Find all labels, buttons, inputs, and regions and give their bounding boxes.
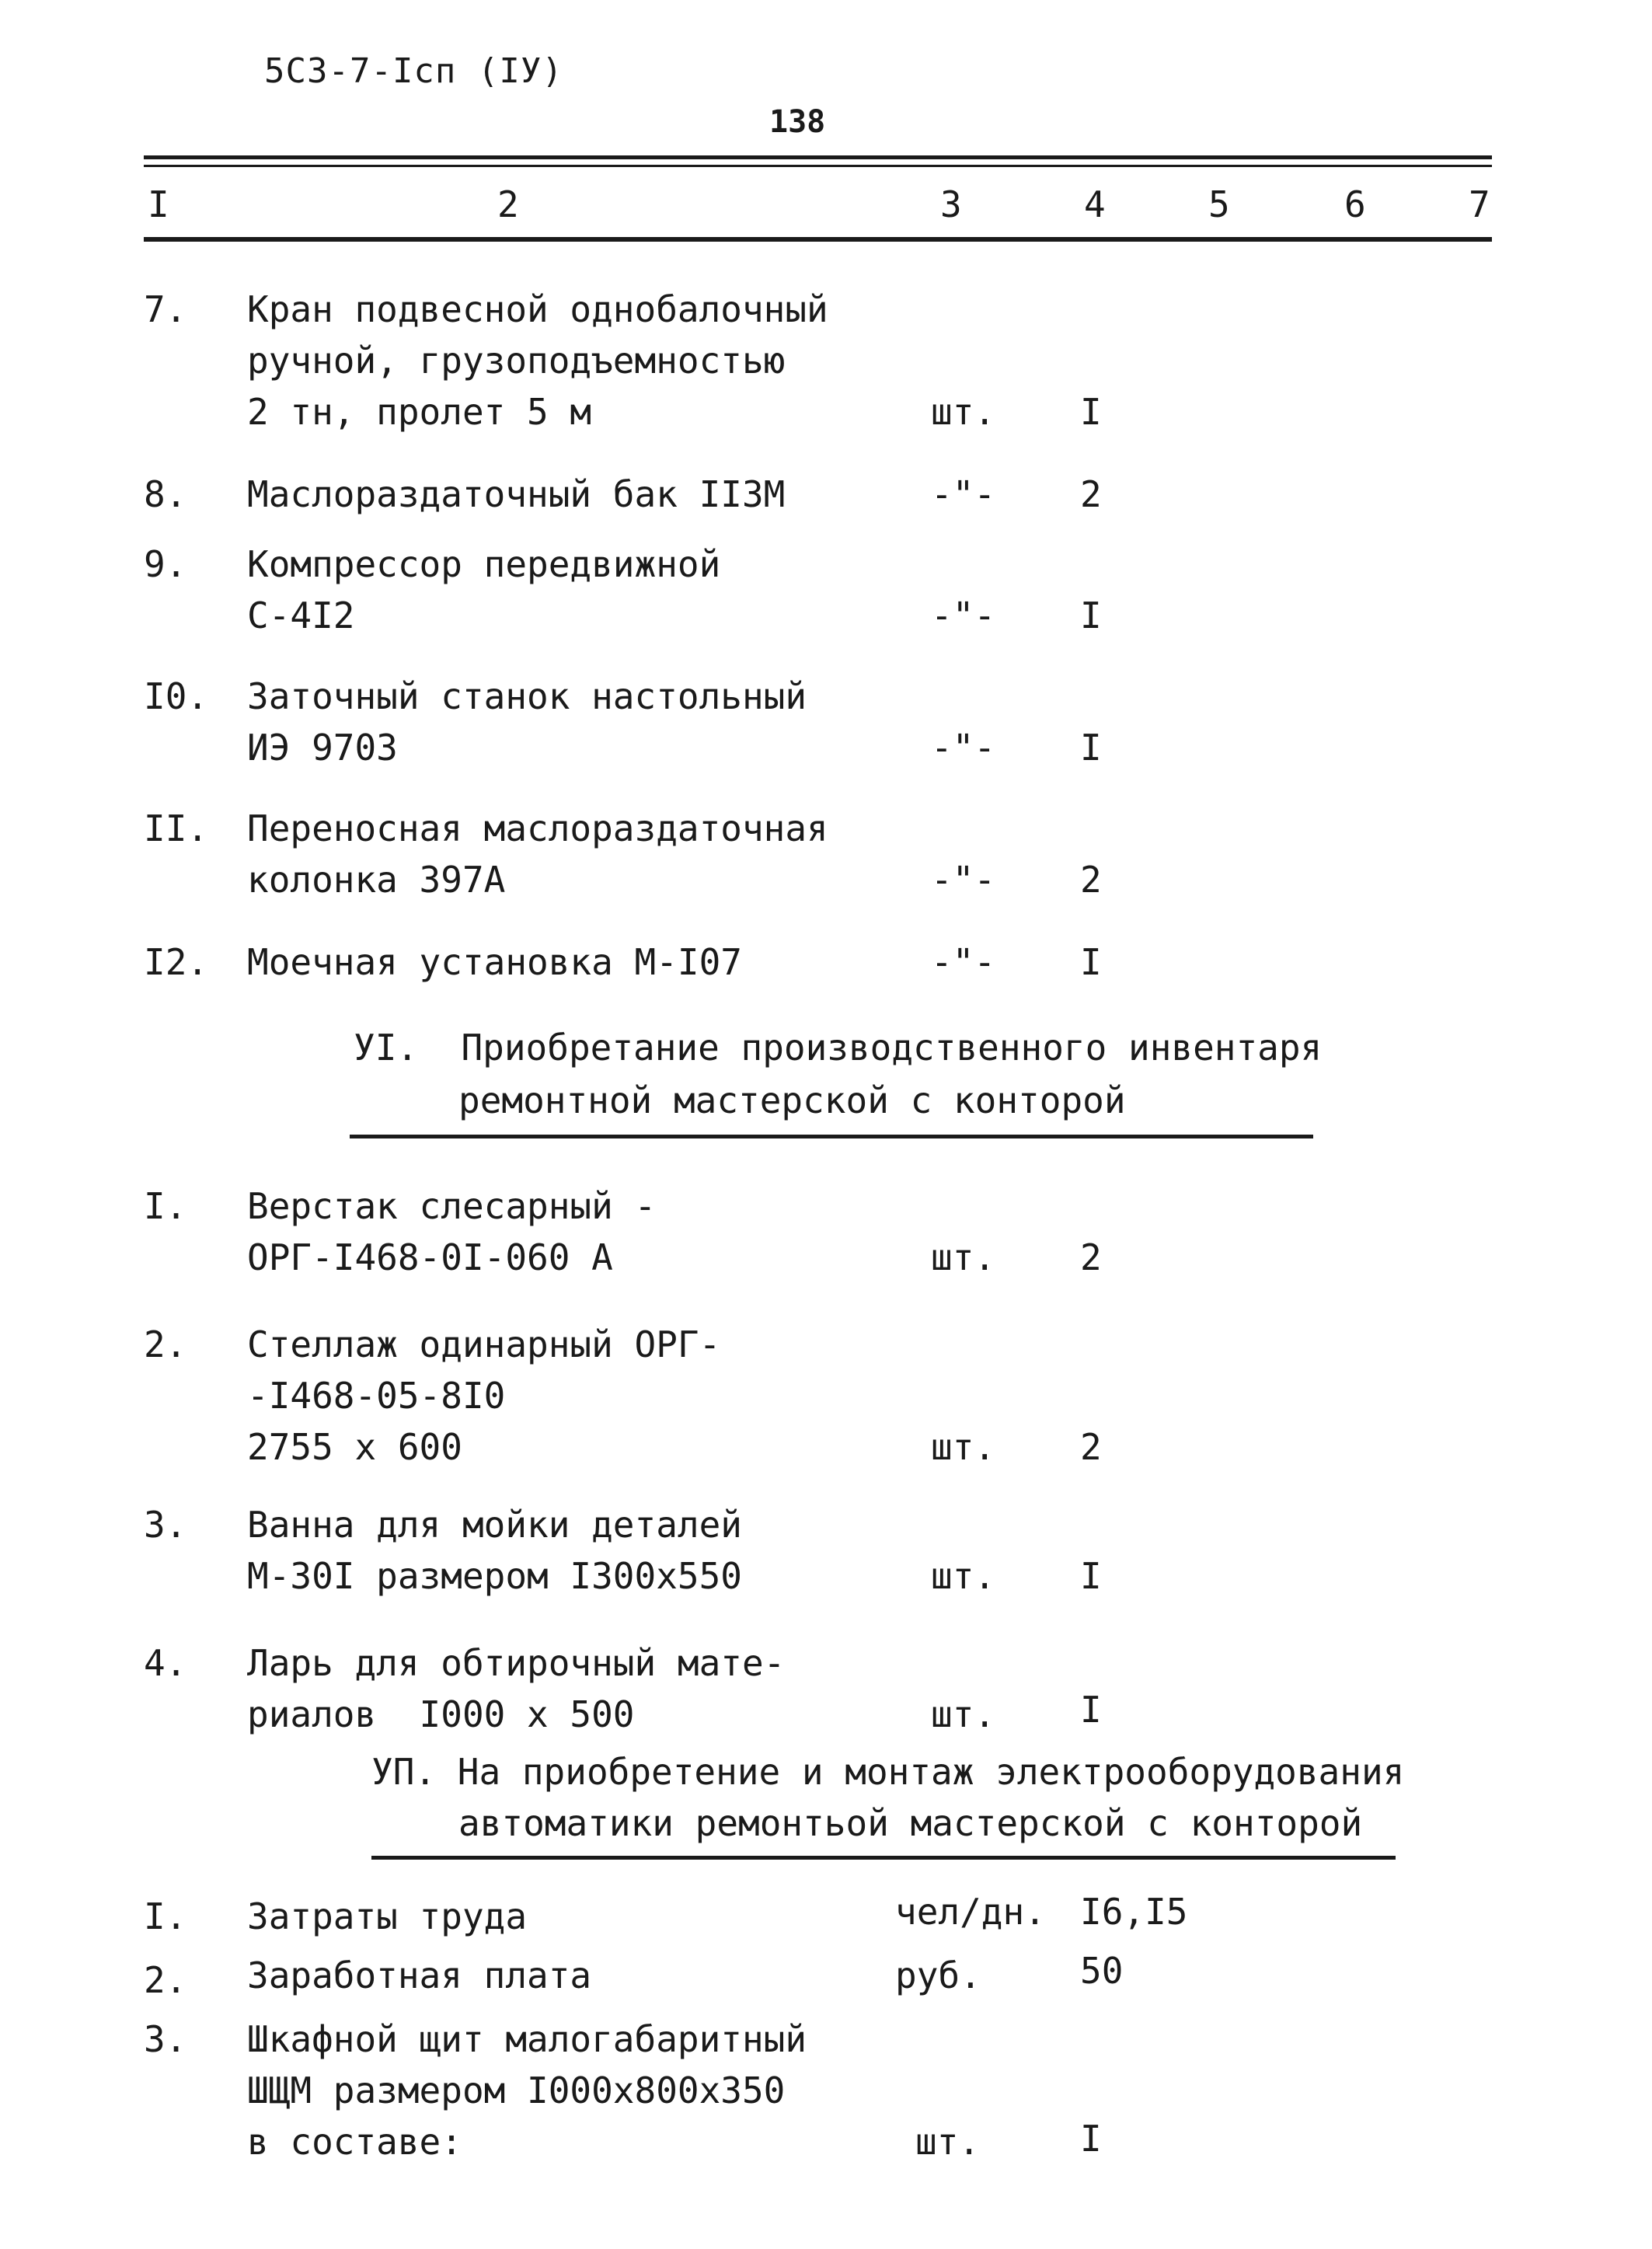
row-number: I. — [144, 1895, 187, 1937]
row-unit: чел/дн. — [895, 1891, 1046, 1933]
row-name-line: в составе: — [247, 2121, 462, 2163]
table-row — [0, 1320, 1652, 1475]
row-name-line: Моечная установка М-I07 — [247, 941, 742, 983]
table-row — [0, 2014, 1652, 2170]
row-quantity: I — [1080, 595, 1102, 636]
row-name-line: Переносная маслораздаточная — [247, 807, 828, 849]
row-unit: -"- — [931, 595, 996, 636]
section-underline — [371, 1856, 1396, 1860]
table-row — [0, 1181, 1652, 1290]
column-header-5: 5 — [1208, 183, 1230, 225]
row-number: 7. — [144, 288, 187, 330]
row-unit: шт. — [931, 1236, 996, 1278]
row-quantity: I — [1080, 2118, 1102, 2160]
row-name-line: риалов I000 х 500 — [247, 1693, 635, 1735]
row-name-line: ШЩМ размером I000х800х350 — [247, 2069, 786, 2111]
document-code: 5С3-7-Iсп (IУ) — [264, 51, 563, 91]
table-row — [0, 1638, 1652, 1747]
row-name-line: Верстак слесарный - — [247, 1185, 657, 1227]
section-underline — [350, 1135, 1313, 1138]
row-name-line: -I468-05-8I0 — [247, 1375, 506, 1417]
row-name-line: М-30I размером I300х550 — [247, 1555, 742, 1597]
row-unit: -"- — [931, 941, 996, 983]
row-name-line: Затраты труда — [247, 1895, 528, 1937]
row-quantity: I — [1080, 727, 1102, 769]
row-number: 4. — [144, 1642, 187, 1684]
row-number: I0. — [144, 675, 209, 717]
row-name-line: Ванна для мойки деталей — [247, 1504, 742, 1546]
row-unit: руб. — [895, 1954, 981, 1996]
row-quantity: I — [1080, 1555, 1102, 1597]
row-name-line: Ларь для обтирочный мате- — [247, 1642, 786, 1684]
row-unit: -"- — [931, 473, 996, 515]
top-rule — [144, 155, 1492, 159]
row-name-line: колонка 397А — [247, 859, 506, 901]
table-row — [0, 937, 1652, 992]
row-name-line: 2755 х 600 — [247, 1426, 462, 1468]
row-name-line: Компрессор передвижной — [247, 543, 721, 585]
header-rule — [144, 237, 1492, 242]
row-number: 3. — [144, 2018, 187, 2060]
column-header-3: 3 — [940, 183, 962, 225]
row-quantity: 2 — [1080, 473, 1102, 515]
row-quantity: 2 — [1080, 1236, 1102, 1278]
table-row — [0, 284, 1652, 440]
column-header-6: 6 — [1344, 183, 1366, 225]
row-quantity: I — [1080, 391, 1102, 433]
row-name-line: С-4I2 — [247, 595, 355, 636]
row-name-line: Заработная плата — [247, 1954, 592, 1996]
row-quantity: I6,I5 — [1080, 1891, 1188, 1933]
row-number: 9. — [144, 543, 187, 585]
row-name-line: ИЭ 9703 — [247, 727, 398, 769]
row-name-line: ОРГ-I468-0I-060 А — [247, 1236, 613, 1278]
row-quantity: 2 — [1080, 1426, 1102, 1468]
row-name-line: Маслораздаточный бак II3М — [247, 473, 786, 515]
column-header-4: 4 — [1084, 183, 1106, 225]
row-unit: шт. — [931, 1555, 996, 1597]
table-row — [0, 1500, 1652, 1609]
table-row — [0, 469, 1652, 524]
table-row — [0, 539, 1652, 648]
row-name-line: ручной, грузоподъемностью — [247, 340, 786, 382]
row-unit: -"- — [931, 859, 996, 901]
row-name-line: 2 тн, пролет 5 м — [247, 391, 592, 433]
row-number: I2. — [144, 941, 209, 983]
row-name-line: Кран подвесной однобалочный — [247, 288, 828, 330]
row-number: 2. — [144, 1323, 187, 1365]
table-row — [0, 804, 1652, 912]
row-number: 8. — [144, 473, 187, 515]
column-header-1: I — [148, 183, 169, 225]
page-number: 138 — [769, 104, 826, 140]
row-name-line: Заточный станок настольный — [247, 675, 807, 717]
row-number: 2. — [144, 1959, 187, 2001]
row-quantity: 2 — [1080, 859, 1102, 901]
row-unit: -"- — [931, 727, 996, 769]
row-unit: шт. — [931, 1426, 996, 1468]
table-row — [0, 1951, 1652, 2005]
row-number: 3. — [144, 1504, 187, 1546]
row-quantity: I — [1080, 941, 1102, 983]
row-quantity: I — [1080, 1689, 1102, 1731]
row-quantity: 50 — [1080, 1950, 1124, 1992]
column-header-7: 7 — [1469, 183, 1490, 225]
column-header-2: 2 — [497, 183, 519, 225]
row-unit: шт. — [931, 391, 996, 433]
top-rule-inner — [144, 165, 1492, 167]
table-row — [0, 1887, 1652, 1941]
table-row — [0, 671, 1652, 780]
row-unit: шт. — [931, 1693, 996, 1735]
section-heading-line: автоматики ремонтьой мастерской с конторой — [458, 1802, 1363, 1844]
section-heading-line: УI. Приобретание производственного инвентаря — [354, 1027, 1323, 1069]
row-unit: шт. — [915, 2121, 981, 2163]
row-name-line: Стеллаж одинарный ОРГ- — [247, 1323, 721, 1365]
section-heading-line: ремонтной мастерской с конторой — [458, 1079, 1126, 1121]
row-number: I. — [144, 1185, 187, 1227]
section-heading-line: УП. На приобретение и монтаж электрооборудования — [371, 1751, 1405, 1793]
row-number: II. — [144, 807, 209, 849]
row-name-line: Шкафной щит малогабаритный — [247, 2018, 807, 2060]
